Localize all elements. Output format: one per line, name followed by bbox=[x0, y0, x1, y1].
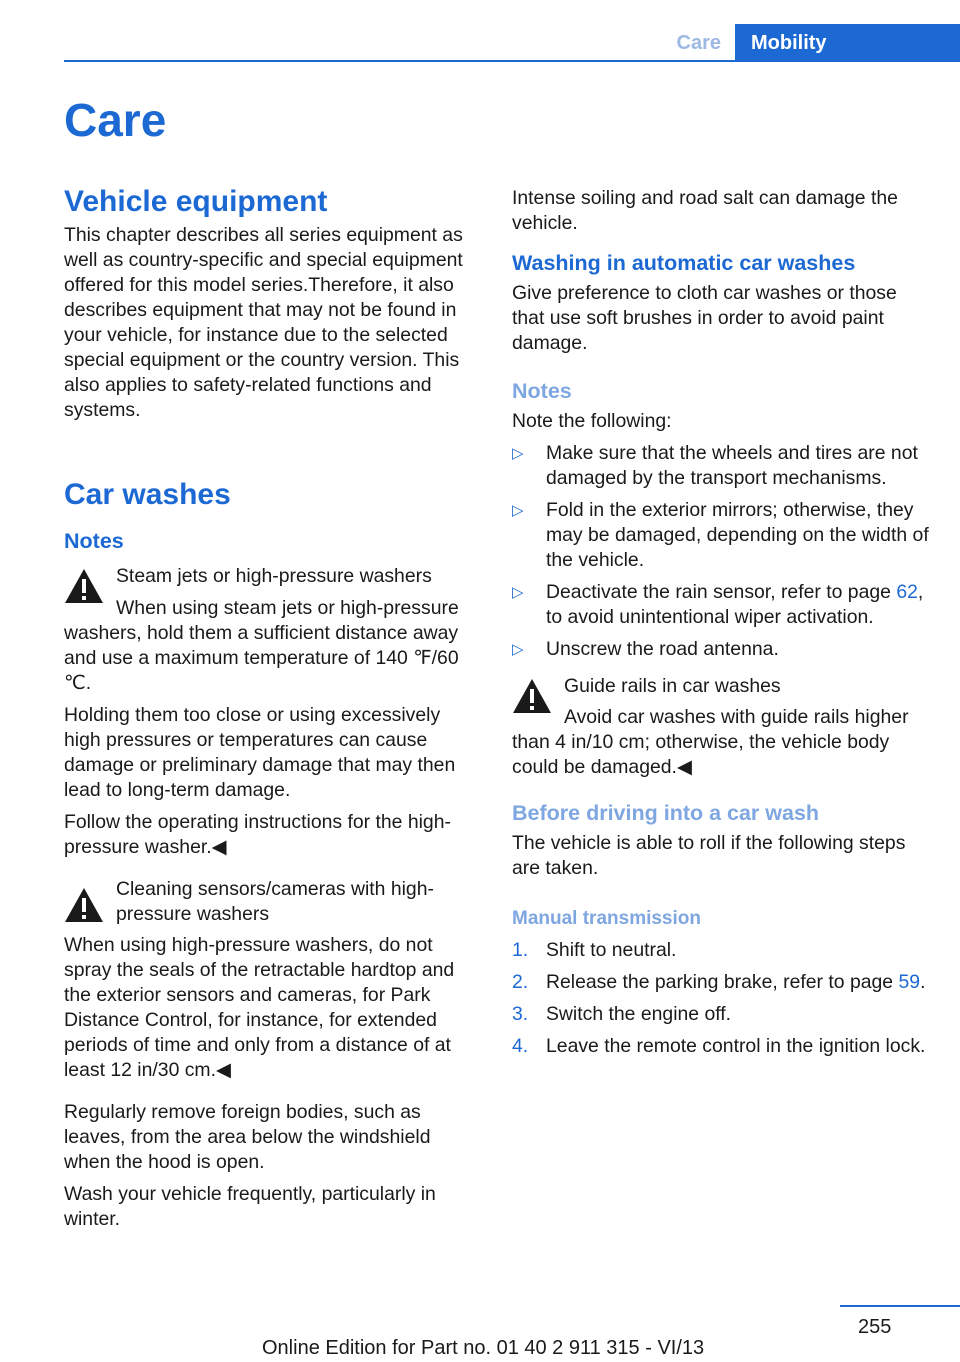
paragraph-give-preference: Give preference to cloth car washes or those that use soft brushes in order to avoid paint damage. bbox=[512, 282, 897, 354]
header-bar bbox=[64, 24, 960, 62]
step-number: 4. bbox=[512, 1035, 529, 1057]
step-number: 3. bbox=[512, 1003, 529, 1025]
paragraph-wash: Wash your vehicle frequently, particularly in winter. bbox=[64, 1183, 436, 1230]
warning-triangle-icon bbox=[64, 887, 104, 923]
step-item bbox=[512, 938, 932, 963]
warning-steam-jets bbox=[64, 564, 480, 589]
heading-before-driving: Before driving into a car wash bbox=[512, 801, 820, 825]
warning-title: Steam jets or high-pressure washers bbox=[116, 565, 432, 587]
warning-title: Guide rails in car washes bbox=[564, 675, 781, 697]
warning-body: Avoid car washes with guide rails higher than 4 in/10 cm; otherwise, the vehicle body could be damaged.◀ bbox=[512, 706, 909, 778]
list-item-text: , to avoid unintentional wiper activation. bbox=[546, 581, 924, 628]
paragraph-intense: Intense soiling and road salt can damage the vehicle. bbox=[512, 187, 898, 234]
heading-notes: Notes bbox=[64, 529, 124, 553]
list-item-text: Fold in the exterior mirrors; otherwise, they may be damaged, depending on the width of the vehicle. bbox=[546, 499, 929, 571]
list-item bbox=[512, 498, 932, 573]
steps-list bbox=[512, 938, 932, 1059]
warning-guide-rails bbox=[512, 674, 932, 699]
step-text: . bbox=[920, 971, 926, 993]
list-item bbox=[512, 441, 932, 491]
warning-body: When using high-pressure washers, do not spray the seals of the retractable hardtop and the exterior sensors and cameras, for Park Distance Control, for instance, for extended periods of time and only from a distance of at least 12 in/30 cm.◀ bbox=[64, 934, 455, 1081]
paragraph-note-following: Note the following: bbox=[512, 410, 672, 432]
heading-vehicle-equipment: Vehicle equipment bbox=[64, 185, 328, 218]
right-column bbox=[512, 186, 932, 1059]
notes-list bbox=[512, 441, 932, 662]
list-item bbox=[512, 637, 932, 662]
triangle-bullet-icon: ▷ bbox=[512, 502, 524, 519]
footer-rule bbox=[840, 1305, 960, 1307]
step-number: 1. bbox=[512, 939, 529, 961]
paragraph-regularly: Regularly remove foreign bodies, such as leaves, from the area below the windshield when the hood is open. bbox=[64, 1101, 431, 1173]
page-link-62[interactable]: 62 bbox=[896, 581, 918, 603]
step-number: 2. bbox=[512, 971, 529, 993]
paragraph-roll: The vehicle is able to roll if the following steps are taken. bbox=[512, 832, 906, 879]
heading-car-washes: Car washes bbox=[64, 478, 231, 511]
warning-triangle-icon bbox=[64, 568, 104, 604]
footer-edition: Online Edition for Part no. 01 40 2 911 315 - VI/13 bbox=[262, 1337, 705, 1359]
step-item bbox=[512, 1002, 932, 1027]
step-text: Leave the remote control in the ignition lock. bbox=[546, 1035, 926, 1057]
list-item-text: Make sure that the wheels and tires are not damaged by the transport mechanisms. bbox=[546, 442, 918, 489]
triangle-bullet-icon: ▷ bbox=[512, 641, 524, 658]
heading-manual-transmission: Manual transmission bbox=[512, 908, 701, 929]
heading-notes-right: Notes bbox=[512, 379, 572, 403]
page-number: 255 bbox=[858, 1316, 892, 1338]
tab-care[interactable]: Care bbox=[676, 32, 721, 54]
list-item-text: Deactivate the rain sensor, refer to page bbox=[546, 581, 897, 603]
page-link-59[interactable]: 59 bbox=[898, 971, 921, 993]
step-text: Switch the engine off. bbox=[546, 1003, 732, 1025]
step-item bbox=[512, 1034, 932, 1059]
warning-triangle-icon bbox=[512, 678, 552, 714]
list-item-text: Unscrew the road antenna. bbox=[546, 638, 779, 660]
warning-title: Cleaning sensors/cameras with high-pressure washers bbox=[116, 878, 434, 925]
step-text: Release the parking brake, refer to page bbox=[546, 971, 899, 993]
triangle-bullet-icon: ▷ bbox=[512, 584, 524, 601]
page-title: Care bbox=[64, 94, 167, 146]
triangle-bullet-icon: ▷ bbox=[512, 445, 524, 462]
warning-cleaning-sensors bbox=[64, 877, 480, 927]
paragraph-holding: Holding them too close or using excessively high pressures or temperatures can cause damage or preliminary damage that may then lead to long-term damage. bbox=[64, 704, 456, 801]
heading-washing-automatic: Washing in automatic car washes bbox=[512, 251, 856, 275]
paragraph-vehicle-equipment: This chapter describes all series equipment as well as country-specific and special equipment offered for this model series.Therefore, it also describes equipment that may not be found in your vehicle, for instance due to the selected special equipment or the country version. This also applies to safety-related functions and systems. bbox=[64, 224, 463, 421]
warning-body: When using steam jets or high-pressure washers, hold them a sufficient distance away and use a maximum temperature of 140 ℉/60 ℃. bbox=[64, 597, 459, 694]
list-item bbox=[512, 580, 932, 630]
header-rule bbox=[64, 60, 960, 62]
tab-mobility[interactable]: Mobility bbox=[735, 24, 960, 62]
paragraph-follow: Follow the operating instructions for the high-pressure washer.◀ bbox=[64, 811, 451, 858]
left-column bbox=[64, 183, 480, 1232]
step-text: Shift to neutral. bbox=[546, 939, 677, 961]
step-item bbox=[512, 970, 932, 995]
